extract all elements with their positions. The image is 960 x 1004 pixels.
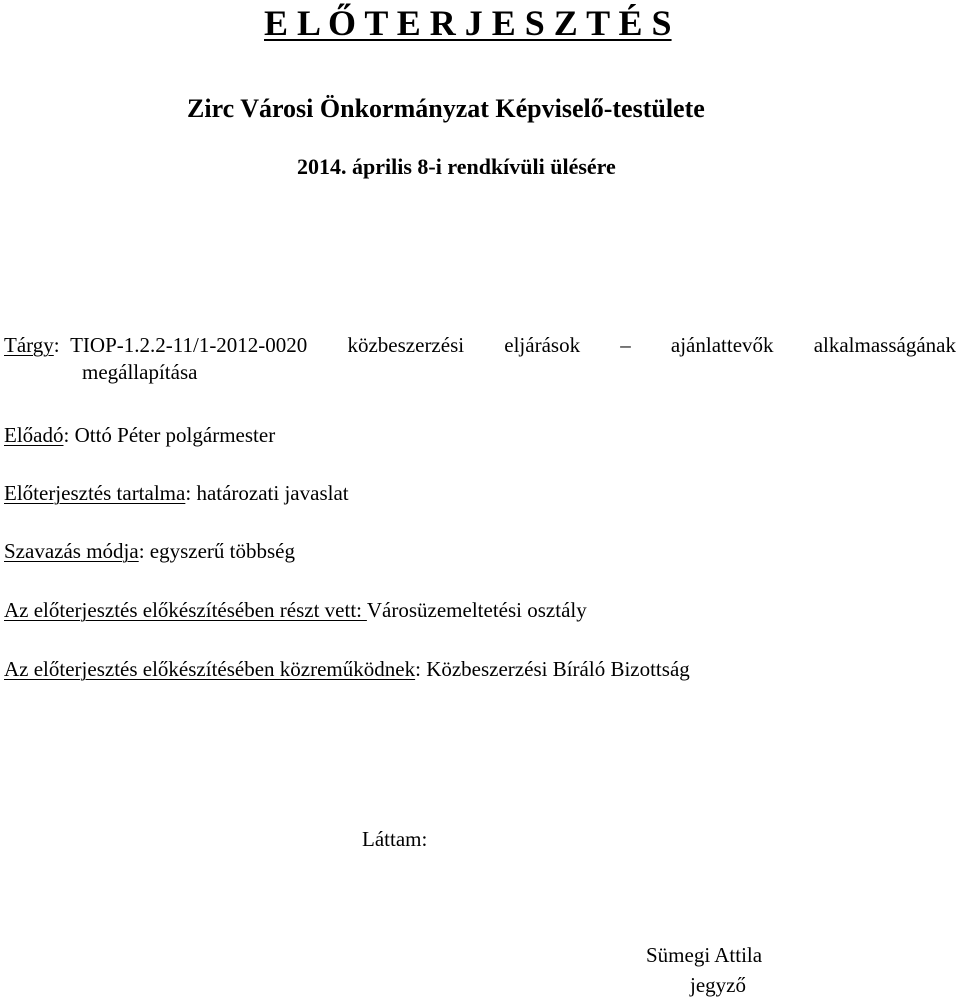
seen-label: Láttam: (362, 827, 428, 851)
subject-word: ajánlattevők (670, 333, 774, 357)
subject-word: eljárások (504, 333, 581, 357)
subject-continuation: megállapítása (82, 360, 198, 384)
council-name: Zirc Városi Önkormányzat Képviselő-testülete (187, 94, 705, 123)
subject-lead: Tárgy: TIOP-1.2.2-11/1-2012-0020 (4, 333, 308, 357)
voting-label: Szavazás módja (4, 539, 139, 563)
presenter-label: Előadó (4, 423, 64, 447)
prepared-by-label: Az előterjesztés előkészítésében részt vett: (4, 598, 367, 622)
voting-line: Szavazás módja: egyszerű többség (4, 539, 296, 563)
presenter-value: Ottó Péter polgármester (74, 423, 276, 447)
signer-role: jegyző (690, 973, 746, 997)
subject-word: közbeszerzési (347, 333, 465, 357)
content-line: Előterjesztés tartalma: határozati javaslat (4, 481, 349, 505)
signer-name: Sümegi Attila (646, 943, 763, 967)
subject-label: Tárgy (4, 333, 54, 357)
contributed-by-label: Az előterjesztés előkészítésében közreműködnek (4, 657, 416, 681)
prepared-by-value: Városüzemeltetési osztály (366, 598, 587, 622)
subject-block (4, 332, 956, 386)
presenter-line: Előadó: Ottó Péter polgármester (4, 423, 276, 447)
contributed-by-line: Az előterjesztés előkészítésében közreműködnek: Közbeszerzési Bíráló Bizottság (4, 657, 690, 681)
subject-word: alkalmasságának (813, 333, 956, 357)
subject-word: – (620, 333, 631, 357)
prepared-by-line (4, 598, 587, 623)
session-date: 2014. április 8-i rendkívüli ülésére (297, 154, 616, 179)
voting-value: egyszerű többség (149, 539, 296, 563)
content-value: határozati javaslat (196, 481, 349, 505)
document-title: E L Ő T E R J E S Z T É S (264, 3, 672, 43)
subject-first-line (4, 332, 956, 359)
content-label: Előterjesztés tartalma (4, 481, 186, 505)
subject-word: TIOP-1.2.2-11/1-2012-0020 (70, 333, 308, 357)
contributed-by-value: Közbeszerzési Bíráló Bizottság (426, 657, 690, 681)
